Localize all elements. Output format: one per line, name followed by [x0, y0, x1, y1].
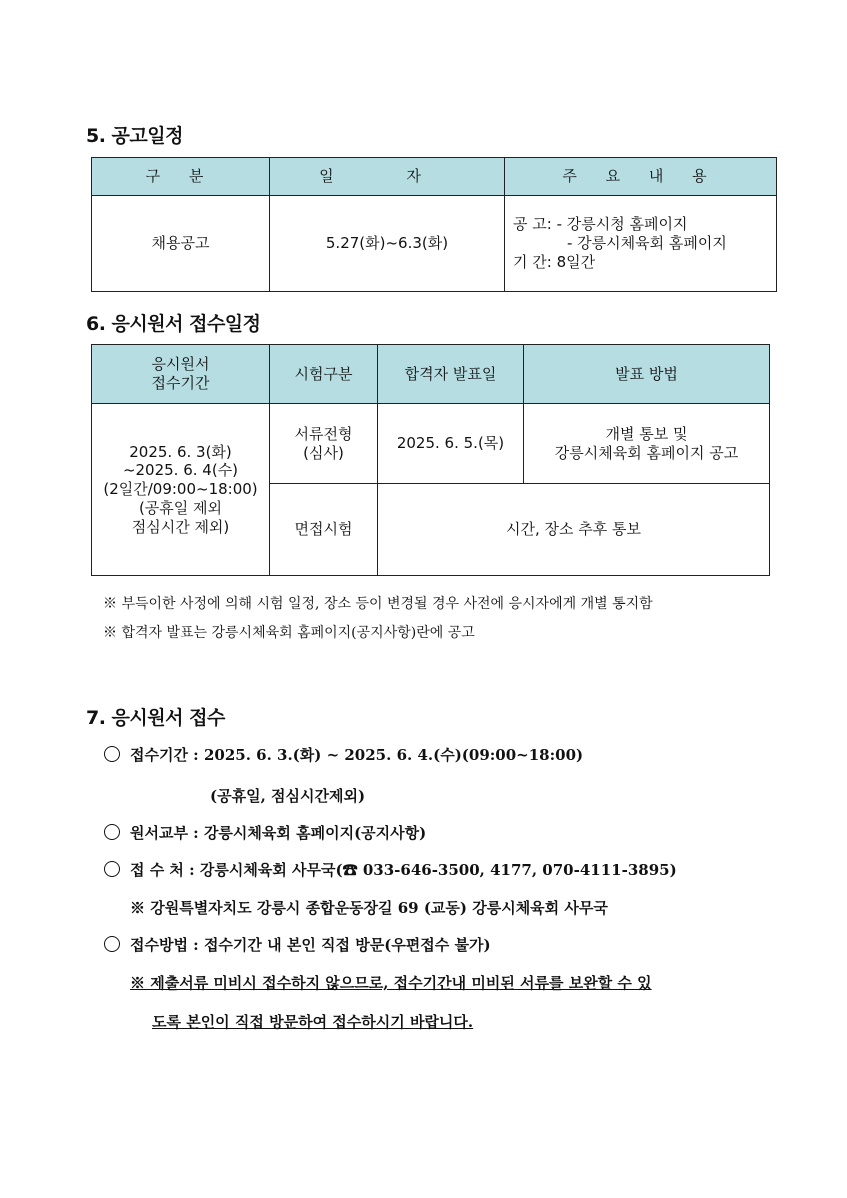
cell-category: 채용공고	[92, 196, 270, 292]
note-2: ※ 합격자 발표는 강릉시체육회 홈페이지(공지사항)란에 공고	[103, 625, 475, 641]
cell-doc-method	[524, 404, 770, 484]
header-exam-type: 시험구분	[270, 345, 378, 404]
item-period-note: (공휴일, 점심시간제외)	[210, 787, 366, 805]
application-schedule-table	[91, 344, 770, 576]
warning-line-1: ※ 제출서류 미비시 접수하지 않으므로, 접수기간내 미비된 서류를 보완할 수 있	[130, 974, 652, 992]
item-distribution	[104, 822, 426, 843]
announcement-schedule-table	[91, 157, 777, 292]
header-period	[92, 345, 270, 404]
period-line-3: (2일간/09:00~18:00)	[103, 480, 258, 499]
cell-period	[92, 404, 270, 576]
header-content: 주 요 내 용	[505, 158, 777, 196]
header-period-line-2: 접수기간	[151, 374, 210, 392]
period-line-1: 2025. 6. 3(화)	[129, 442, 232, 461]
item-method-text: 접수방법 : 접수기간 내 본인 직접 방문(우편접수 불가)	[130, 936, 491, 954]
item-office	[104, 859, 677, 880]
content-line-2: - 강릉시체육회 홈페이지	[567, 234, 727, 253]
item-distribution-text: 원서교부 : 강릉시체육회 홈페이지(공지사항)	[130, 824, 427, 842]
cell-doc-date: 2025. 6. 5.(목)	[378, 404, 524, 484]
header-date: 일 자	[270, 158, 505, 196]
section-7-title: 7. 응시원서 접수	[86, 707, 225, 729]
header-announce-date: 합격자 발표일	[378, 345, 524, 404]
circle-bullet-icon	[104, 824, 120, 840]
cell-interview-type: 면접시험	[270, 484, 378, 576]
item-address: ※ 강원특별자치도 강릉시 종합운동장길 69 (교동) 강릉시체육회 사무국	[130, 899, 608, 917]
doc-method-line-1: 개별 통보 및	[605, 424, 688, 443]
note-1: ※ 부득이한 사정에 의해 시험 일정, 장소 등이 변경될 경우 사전에 응시자에게 개별 통지함	[103, 596, 653, 612]
period-line-2: ~2025. 6. 4(수)	[122, 461, 239, 480]
header-period-line-1: 응시원서	[151, 355, 210, 374]
circle-bullet-icon	[104, 936, 120, 952]
cell-date: 5.27(화)~6.3(화)	[270, 196, 505, 292]
item-method	[104, 934, 491, 955]
cell-doc-type	[270, 404, 378, 484]
doc-method-line-2: 강릉시체육회 홈페이지 공고	[554, 443, 739, 462]
item-period-text: 접수기간 : 2025. 6. 3.(화) ~ 2025. 6. 4.(수)(09:00~18:00)	[130, 746, 584, 764]
circle-bullet-icon	[104, 861, 120, 877]
cell-content	[505, 196, 777, 292]
doc-type-line-2: (심사)	[303, 443, 344, 462]
period-line-4: (공휴일 제외	[138, 498, 223, 517]
section-5-title: 5. 공고일정	[86, 125, 183, 147]
warning-line-2: 도록 본인이 직접 방문하여 접수하시기 바랍니다.	[152, 1013, 474, 1031]
period-line-5: 점심시간 제외)	[131, 517, 230, 536]
cell-interview-info: 시간, 장소 추후 통보	[378, 484, 770, 576]
item-office-text: 접 수 처 : 강릉시체육회 사무국(☎ 033-646-3500, 4177, 070-4111-3895)	[130, 861, 677, 879]
item-period	[104, 744, 583, 765]
content-line-3: 기 간: 8일간	[513, 252, 596, 271]
circle-bullet-icon	[104, 746, 120, 762]
content-line-1: 공 고: - 강릉시청 홈페이지	[513, 215, 688, 234]
doc-type-line-1: 서류전형	[294, 424, 353, 443]
section-6-title: 6. 응시원서 접수일정	[86, 313, 261, 335]
header-announce-method: 발표 방법	[524, 345, 770, 404]
header-category: 구 분	[92, 158, 270, 196]
